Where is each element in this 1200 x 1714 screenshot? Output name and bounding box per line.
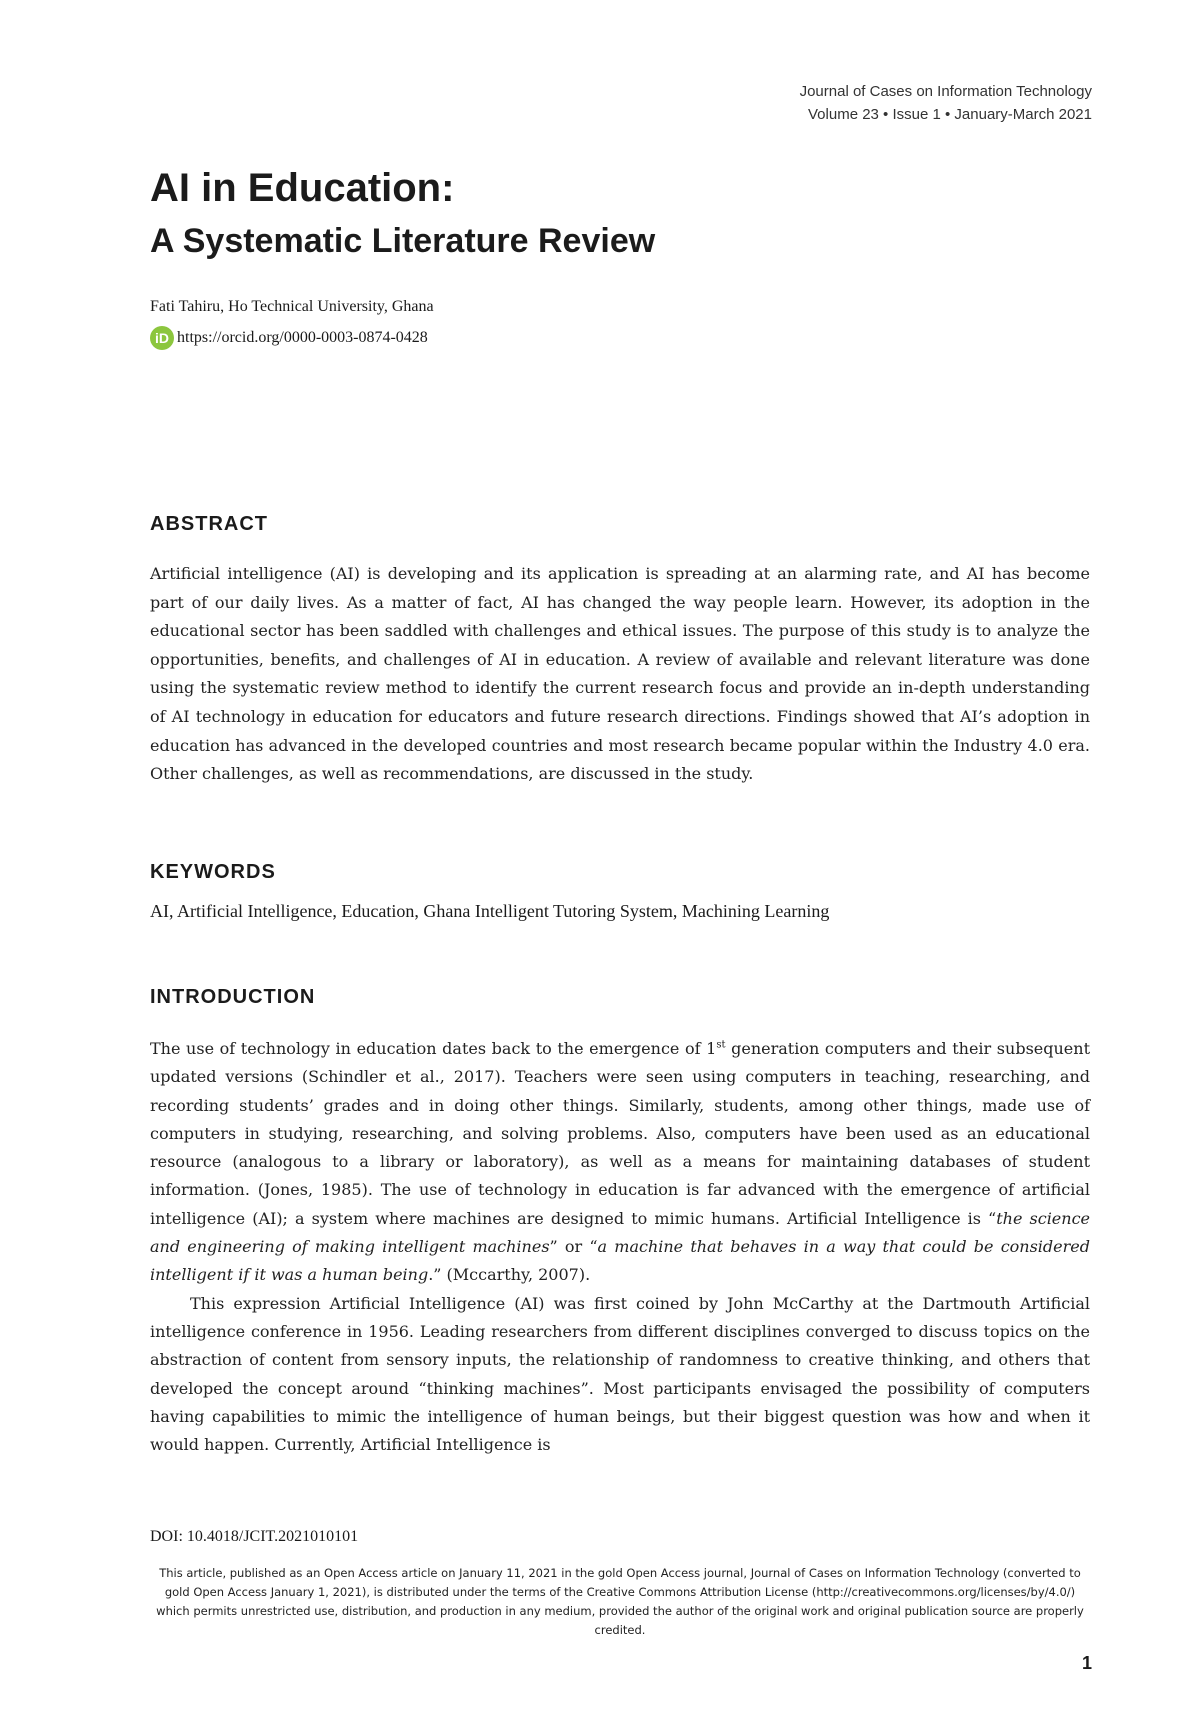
superscript-st: st [716, 1039, 726, 1051]
license-notice: This article, published as an Open Access article on January 11, 2021 in the gold Open Access journal, Journal of Cases on Information Technology (converted to gold Open Access January 1, 2021), is distributed under the terms of the Creative Commons Attribution License (http://creativecommons.org/licenses/by/4.0/) which permits unrestricted use, distribution, and production in any medium, provided the author of the original work and original publication source are properly credited. [156, 1566, 1084, 1637]
article-title: AI in Education: [150, 166, 455, 210]
author-line: Fati Tahiru, Ho Technical University, Ghana [150, 298, 434, 315]
abstract-heading: ABSTRACT [150, 513, 268, 535]
introduction-paragraph-2: This expression Artificial Intelligence (AI) was first coined by John McCarthy at the Dartmouth Artificial intelligence conference in 1956. Leading researchers from different disciplines converged to discuss topics on the abstraction of content from sensory inputs, the relationship of randomness to creative thinking, and others that developed the concept around “thinking machines”. Most participants envisaged the possibility of computers having capabilities to mimic the intelligence of human beings, but their biggest question was how and when it would happen. Currently, Artificial Intelligence is [150, 1293, 1090, 1455]
keywords-heading: KEYWORDS [150, 861, 276, 883]
orcid-line[interactable] [150, 326, 428, 350]
keywords-text: AI, Artificial Intelligence, Education, Ghana Intelligent Tutoring System, Machining Learning [150, 901, 830, 921]
journal-header [800, 80, 1092, 126]
orcid-icon[interactable]: iD [150, 326, 174, 350]
orcid-link[interactable]: https://orcid.org/0000-0003-0874-0428 [177, 329, 428, 346]
introduction-heading: INTRODUCTION [150, 986, 316, 1008]
introduction-body [150, 1035, 1090, 1459]
introduction-paragraph-1: The use of technology in education dates back to the emergence of 1st generation computers and their subsequent updated versions (Schindler et al., 2017). Teachers were seen using computers in teaching, researching, and recording students’ grades and in doing other things. Similarly, students, among other things, made use of computers in studying, researching, and solving problems. Also, computers have been used as an educational resource (analogous to a library or laboratory), as well as a means for maintaining databases of student information. (Jones, 1985). The use of technology in education is far advanced with the emergence of artificial intelligence (AI); a system where machines are designed to mimic humans. Artificial Intelligence is “the science and engineering of making intelligent machines” or “a machine that behaves in a way that could be considered intelligent if it was a human being.” (Mccarthy, 2007). [150, 1039, 1091, 1285]
article-subtitle: A Systematic Literature Review [150, 222, 656, 260]
doi: DOI: 10.4018/JCIT.2021010101 [150, 1528, 359, 1545]
page-number: 1 [1081, 1653, 1092, 1673]
journal-name: Journal of Cases on Information Technology [799, 83, 1092, 100]
quote-definition-2: a machine that behaves in a way that could be considered intelligent if it was a human being [150, 1237, 1090, 1285]
abstract-text: Artificial intelligence (AI) is developing and its application is spreading at an alarming rate, and AI has become part of our daily lives. As a matter of fact, AI has changed the way people learn. However, its adoption in the educational sector has been saddled with challenges and ethical issues. The purpose of this study is to analyze the opportunities, benefits, and challenges of AI in education. A review of available and relevant literature was done using the systematic review method to identify the current research focus and provide an in-depth understanding of AI technology in education for educators and future research directions. Findings showed that AI’s adoption in education has advanced in the developed countries and most research became popular within the Industry 4.0 era. Other challenges, as well as recommendations, are discussed in the study. [150, 564, 1090, 784]
quote-definition-1: the science and engineering of making intelligent machines [150, 1208, 1091, 1257]
journal-issue: Volume 23 • Issue 1 • January-March 2021 [808, 106, 1092, 123]
